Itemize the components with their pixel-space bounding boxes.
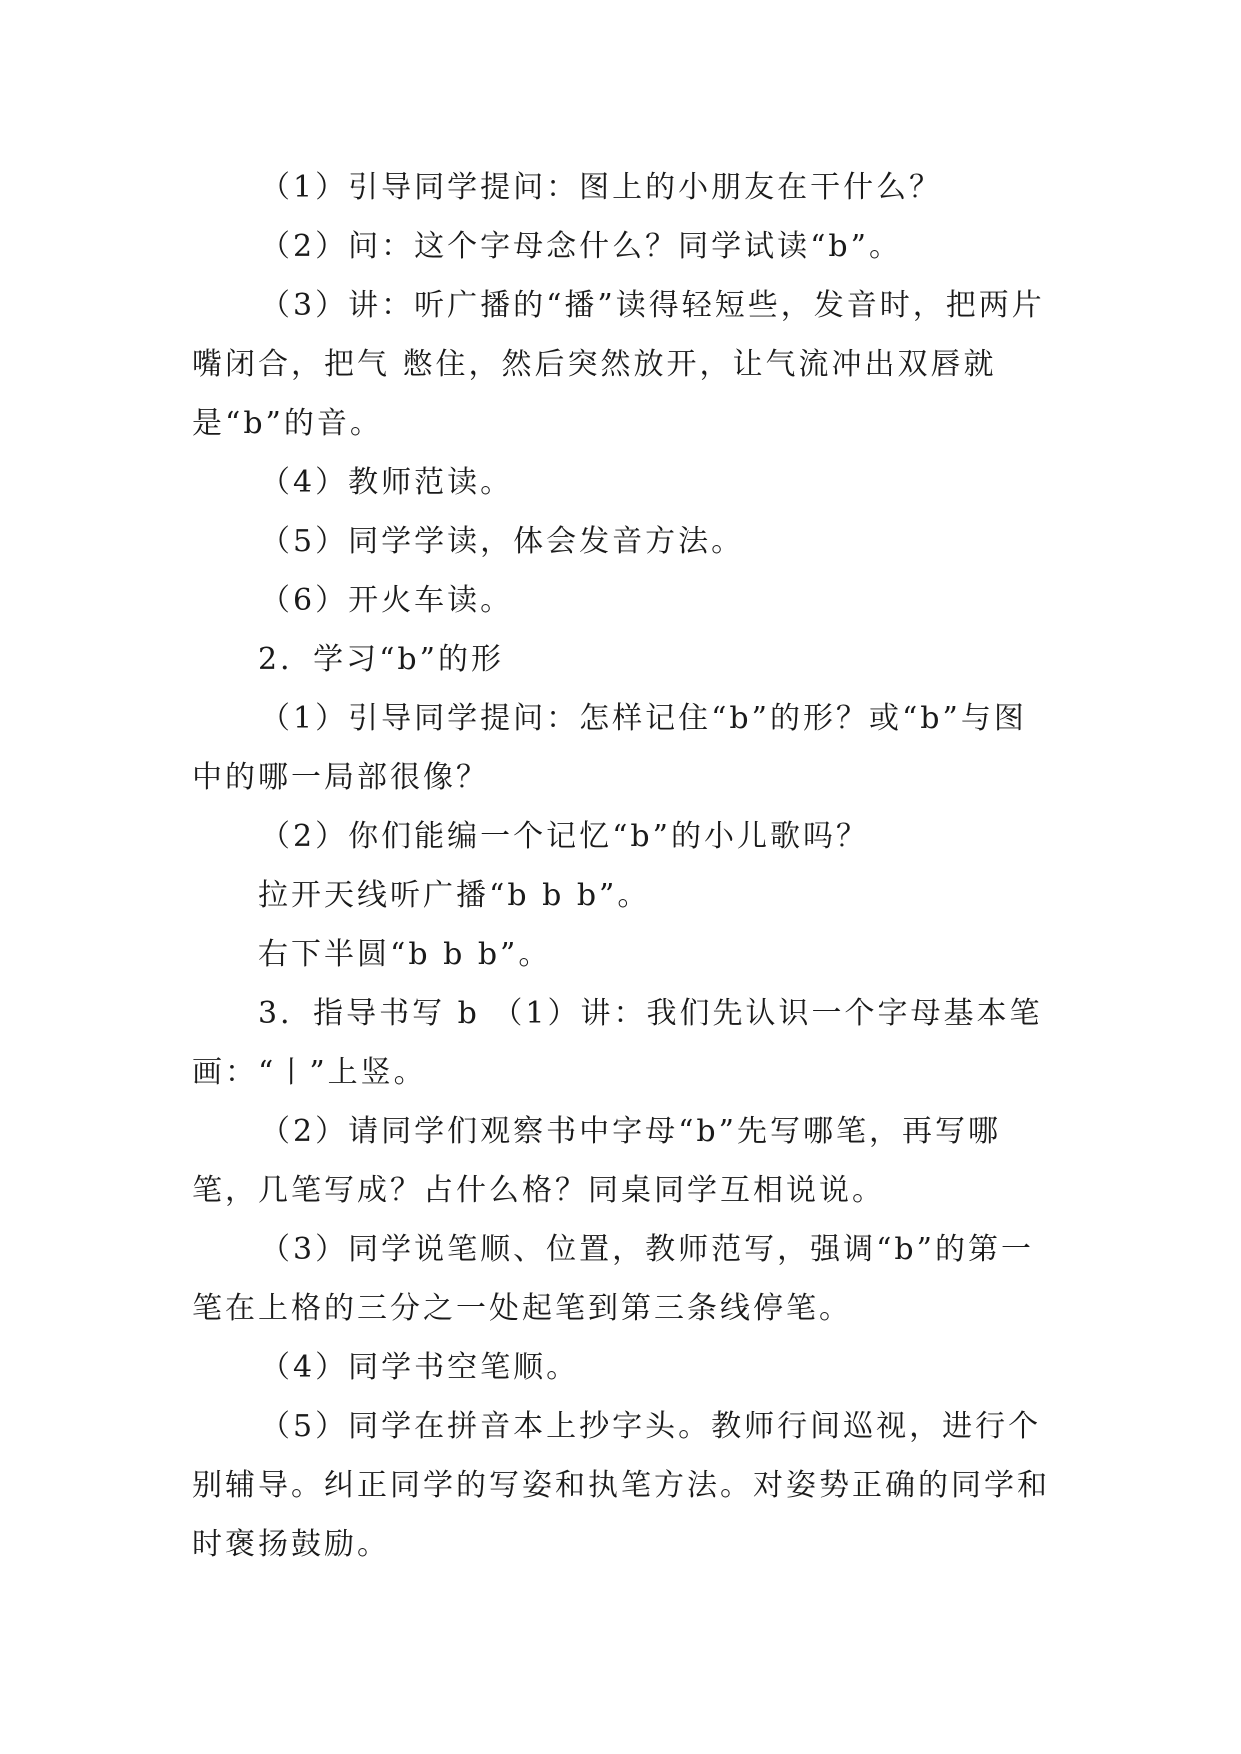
paragraph-11: 右下半圆“b b b”。 — [258, 937, 552, 972]
paragraph-8: （1）引导同学提问：怎样记住“b”的形？或“b”与图中的哪一局部很像？ — [192, 701, 1027, 795]
paragraph-4: （4）教师范读。 — [260, 465, 514, 500]
paragraph-5: （5）同学学读，体会发音方法。 — [260, 524, 745, 559]
paragraph-2: （2）问：这个字母念什么？同学试读“b”。 — [260, 229, 902, 264]
paragraph-15: （4）同学书空笔顺。 — [260, 1350, 580, 1385]
paragraph-9: （2）你们能编一个记忆“b”的小儿歌吗？ — [260, 819, 869, 854]
document-body — [192, 158, 1052, 1574]
paragraph-10: 拉开天线听广播“b b b”。 — [258, 878, 651, 913]
paragraph-14: （3）同学说笔顺、位置，教师范写，强调“b”的第一笔在上格的三分之一处起笔到第三条线停笔。 — [192, 1232, 1034, 1326]
paragraph-16: （5）同学在拼音本上抄字头。教师行间巡视，进行个别辅导。纠正同学的写姿和执笔方法。对姿势正确的同学和时褒扬鼓励。 — [192, 1409, 1050, 1562]
paragraph-3: （3）讲：听广播的“播”读得轻短些，发音时，把两片嘴闭合，把气 憋住，然后突然放开，让气流冲出双唇就是“b”的音。 — [192, 288, 1045, 441]
section-heading-3: 3．指导书写 b （1）讲：我们先认识一个字母基本笔画：“丨”上竖。 — [192, 996, 1043, 1090]
section-heading-2: 2．学习“b”的形 — [258, 642, 504, 677]
paragraph-6: （6）开火车读。 — [260, 583, 514, 618]
paragraph-1: （1）引导同学提问：图上的小朋友在干什么？ — [260, 170, 943, 205]
paragraph-13: （2）请同学们观察书中字母“b”先写哪笔，再写哪笔，几笔写成？占什么格？同桌同学互相说说。 — [192, 1114, 1001, 1208]
